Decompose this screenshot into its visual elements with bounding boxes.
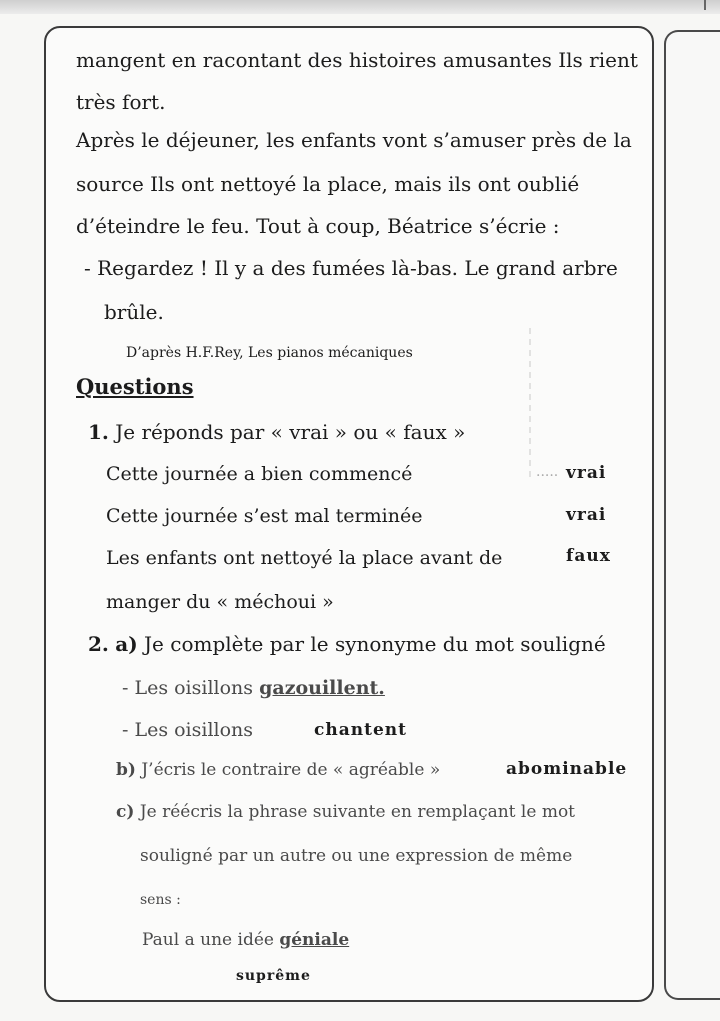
- sentence-to-rewrite: [142, 928, 349, 952]
- passage-source: D’après H.F.Rey, Les pianos mécaniques: [126, 345, 413, 361]
- question-2c-prompt-2: souligné par un autre ou une expression de même: [140, 846, 573, 866]
- statement-2: Cette journée s’est mal terminée: [106, 505, 423, 527]
- question-2b-text: J’écris le contraire de « agréable »: [141, 760, 441, 780]
- answer-dots: .....: [536, 464, 559, 480]
- antonym-answer: abominable: [506, 759, 628, 779]
- statement-3-part-2: manger du « méchoui »: [106, 591, 334, 613]
- passage-line-1: mangent en racontant des histoires amusantes Ils rient: [76, 48, 638, 72]
- synonym-line-2-prefix: - Les oisillons: [122, 719, 254, 741]
- scan-top-edge: [0, 0, 720, 14]
- question-2c-text-1: Je réécris la phrase suivante en remplaçant le mot: [139, 802, 576, 822]
- statement-1: Cette journée a bien commencé: [106, 463, 413, 485]
- sentence-prefix: Paul a une idée: [142, 930, 274, 950]
- question-2c-prompt-1: [116, 800, 575, 824]
- rewrite-answer: suprême: [236, 968, 311, 984]
- passage-line-7: brûle.: [104, 300, 164, 324]
- question-2b-prompt: [116, 758, 440, 782]
- underlined-word-geniale: géniale: [279, 930, 350, 950]
- statement-3-part-1: Les enfants ont nettoyé la place avant de: [106, 547, 503, 569]
- faint-watermark: [526, 328, 534, 478]
- answer-3: faux: [566, 546, 611, 566]
- synonym-line-1: [122, 676, 385, 700]
- question-2a-prompt: [88, 632, 606, 656]
- question-2-number: 2.: [88, 632, 109, 656]
- synonym-answer: chantent: [314, 720, 407, 740]
- answer-2: vrai: [566, 505, 607, 525]
- question-2a-label: a): [115, 632, 138, 656]
- next-page-frame: [664, 30, 720, 1000]
- question-2a-text: Je complète par le synonyme du mot souligné: [144, 632, 606, 656]
- edge-mark: [704, 0, 706, 10]
- passage-line-4: source Ils ont nettoyé la place, mais ils ont oublié: [76, 172, 580, 196]
- passage-line-6: - Regardez ! Il y a des fumées là-bas. Le grand arbre: [84, 256, 618, 280]
- underlined-word-gazouillent: gazouillent.: [259, 677, 385, 699]
- questions-heading: Questions: [76, 374, 194, 399]
- passage-line-3: Après le déjeuner, les enfants vont s’amuser près de la: [76, 128, 632, 152]
- question-2c-prompt-3: sens :: [140, 892, 181, 908]
- passage-line-5: d’éteindre le feu. Tout à coup, Béatrice s’écrie :: [76, 214, 560, 238]
- question-1-text: Je réponds par « vrai » ou « faux »: [115, 420, 466, 444]
- question-2b-label: b): [116, 760, 136, 780]
- synonym-line-1-prefix: - Les oisillons: [122, 677, 254, 699]
- passage-line-2: très fort.: [76, 90, 166, 114]
- question-1-prompt: [88, 420, 465, 444]
- question-1-number: 1.: [88, 420, 109, 444]
- worksheet-frame: [44, 26, 654, 1002]
- question-2c-label: c): [116, 802, 135, 822]
- answer-1: vrai: [566, 463, 607, 483]
